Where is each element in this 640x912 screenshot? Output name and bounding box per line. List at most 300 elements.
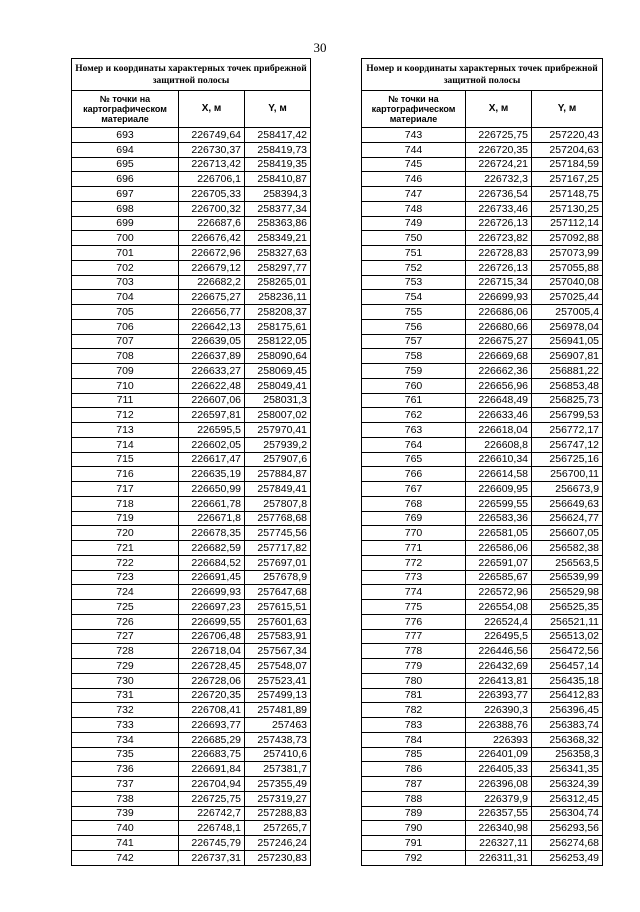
x-coordinate-cell: 226633,27 (179, 364, 245, 379)
table-row (72, 319, 311, 334)
x-coordinate-cell: 226581,05 (466, 526, 532, 541)
y-coordinate-cell: 257204,63 (532, 142, 603, 157)
y-coordinate-cell: 256383,74 (532, 718, 603, 733)
point-number-cell: 695 (72, 157, 179, 172)
point-number-cell: 777 (362, 629, 466, 644)
table-row (72, 541, 311, 556)
x-coordinate-cell: 226585,67 (466, 570, 532, 585)
x-coordinate-cell: 226728,06 (179, 673, 245, 688)
point-number-cell: 693 (72, 128, 179, 143)
table-row (72, 260, 311, 275)
coordinates-body-left (72, 128, 311, 866)
table-row (362, 452, 603, 467)
y-coordinate-cell: 256725,16 (532, 452, 603, 467)
y-coordinate-cell: 257647,68 (245, 585, 311, 600)
point-number-cell: 723 (72, 570, 179, 585)
table-row (72, 364, 311, 379)
x-coordinate-cell: 226618,04 (466, 423, 532, 438)
table-row (72, 334, 311, 349)
x-coordinate-cell: 226656,96 (466, 378, 532, 393)
y-coordinate-cell: 257055,88 (532, 260, 603, 275)
table-row (362, 732, 603, 747)
table-row (362, 600, 603, 615)
table-row (72, 142, 311, 157)
point-number-cell: 760 (362, 378, 466, 393)
y-coordinate-cell: 258122,05 (245, 334, 311, 349)
x-coordinate-cell: 226650,99 (179, 482, 245, 497)
point-number-cell: 775 (362, 600, 466, 615)
point-number-cell: 772 (362, 555, 466, 570)
table-row (362, 570, 603, 585)
point-number-cell: 786 (362, 762, 466, 777)
table-row (362, 806, 603, 821)
point-number-cell: 770 (362, 526, 466, 541)
point-number-cell: 768 (362, 496, 466, 511)
point-number-cell: 755 (362, 305, 466, 320)
x-coordinate-cell: 226679,12 (179, 260, 245, 275)
y-coordinate-cell: 256324,39 (532, 777, 603, 792)
point-number-cell: 754 (362, 290, 466, 305)
table-row (72, 570, 311, 585)
y-coordinate-cell: 257548,07 (245, 659, 311, 674)
y-coordinate-cell: 256607,05 (532, 526, 603, 541)
table-row (72, 850, 311, 865)
point-number-cell: 722 (72, 555, 179, 570)
x-coordinate-cell: 226699,93 (179, 585, 245, 600)
table-row (72, 128, 311, 143)
y-coordinate-cell: 258349,21 (245, 231, 311, 246)
point-number-cell: 699 (72, 216, 179, 231)
point-number-cell: 742 (72, 850, 179, 865)
y-coordinate-cell: 257073,99 (532, 246, 603, 261)
y-coordinate-cell: 257184,59 (532, 157, 603, 172)
point-number-cell: 783 (362, 718, 466, 733)
x-coordinate-cell: 226706,48 (179, 629, 245, 644)
x-coordinate-cell: 226446,56 (466, 644, 532, 659)
x-coordinate-cell: 226671,8 (179, 511, 245, 526)
y-coordinate-cell: 257112,14 (532, 216, 603, 231)
point-number-cell: 710 (72, 378, 179, 393)
x-coordinate-cell: 226682,59 (179, 541, 245, 556)
table-row (362, 614, 603, 629)
table-row (362, 511, 603, 526)
table-row (362, 659, 603, 674)
table-row (72, 762, 311, 777)
table-row (72, 452, 311, 467)
y-coordinate-cell: 256368,32 (532, 732, 603, 747)
x-coordinate-cell: 226602,05 (179, 437, 245, 452)
x-coordinate-cell: 226687,6 (179, 216, 245, 231)
point-number-cell: 769 (362, 511, 466, 526)
y-coordinate-cell: 256582,38 (532, 541, 603, 556)
table-row (362, 216, 603, 231)
y-coordinate-cell: 258031,3 (245, 393, 311, 408)
x-coordinate-cell: 226586,06 (466, 541, 532, 556)
x-coordinate-cell: 226662,36 (466, 364, 532, 379)
point-number-cell: 716 (72, 467, 179, 482)
y-coordinate-cell: 257567,34 (245, 644, 311, 659)
x-coordinate-cell: 226715,34 (466, 275, 532, 290)
y-coordinate-cell: 257355,49 (245, 777, 311, 792)
y-coordinate-cell: 257481,89 (245, 703, 311, 718)
x-coordinate-cell: 226393 (466, 732, 532, 747)
point-number-cell: 694 (72, 142, 179, 157)
x-coordinate-cell: 226742,7 (179, 806, 245, 821)
point-number-cell: 788 (362, 791, 466, 806)
y-coordinate-cell: 257130,25 (532, 201, 603, 216)
table-row (72, 747, 311, 762)
y-coordinate-cell: 256472,56 (532, 644, 603, 659)
point-number-cell: 715 (72, 452, 179, 467)
point-number-cell: 717 (72, 482, 179, 497)
point-number-cell: 782 (362, 703, 466, 718)
point-number-cell: 750 (362, 231, 466, 246)
y-coordinate-cell: 256881,22 (532, 364, 603, 379)
point-number-cell: 764 (362, 437, 466, 452)
point-number-cell: 724 (72, 585, 179, 600)
table-row (72, 216, 311, 231)
point-number-cell: 729 (72, 659, 179, 674)
table-row (362, 762, 603, 777)
point-number-cell: 771 (362, 541, 466, 556)
point-number-cell: 731 (72, 688, 179, 703)
point-number-cell: 753 (362, 275, 466, 290)
x-coordinate-cell: 226656,77 (179, 305, 245, 320)
x-coordinate-cell: 226697,23 (179, 600, 245, 615)
table-row (362, 703, 603, 718)
table-row (362, 246, 603, 261)
y-coordinate-cell: 256772,17 (532, 423, 603, 438)
y-coordinate-cell: 257884,87 (245, 467, 311, 482)
table-row (362, 718, 603, 733)
point-number-cell: 734 (72, 732, 179, 747)
table-row (72, 172, 311, 187)
x-coordinate-cell: 226720,35 (179, 688, 245, 703)
y-coordinate-cell: 257807,8 (245, 496, 311, 511)
y-coordinate-cell: 257040,08 (532, 275, 603, 290)
point-number-cell: 721 (72, 541, 179, 556)
coordinates-table-left (71, 58, 311, 866)
point-number-cell: 740 (72, 821, 179, 836)
table-row (72, 629, 311, 644)
x-coordinate-cell: 226678,35 (179, 526, 245, 541)
x-coordinate-cell: 226597,81 (179, 408, 245, 423)
table-row (72, 673, 311, 688)
point-number-cell: 785 (362, 747, 466, 762)
x-coordinate-cell: 226737,31 (179, 850, 245, 865)
table-row (362, 187, 603, 202)
y-coordinate-cell: 257438,73 (245, 732, 311, 747)
y-coordinate-cell: 258410,87 (245, 172, 311, 187)
x-coordinate-cell: 226708,41 (179, 703, 245, 718)
point-number-cell: 735 (72, 747, 179, 762)
y-coordinate-cell: 257601,63 (245, 614, 311, 629)
point-number-cell: 756 (362, 319, 466, 334)
point-number-cell: 792 (362, 850, 466, 865)
y-coordinate-cell: 256673,9 (532, 482, 603, 497)
y-coordinate-cell: 258394,3 (245, 187, 311, 202)
y-coordinate-cell: 256521,11 (532, 614, 603, 629)
y-coordinate-cell: 258090,64 (245, 349, 311, 364)
x-coordinate-cell: 226724,21 (466, 157, 532, 172)
x-coordinate-cell: 226691,45 (179, 570, 245, 585)
x-coordinate-cell: 226661,78 (179, 496, 245, 511)
column-header-x: X, м (466, 91, 532, 128)
point-number-cell: 711 (72, 393, 179, 408)
y-coordinate-cell: 257410,6 (245, 747, 311, 762)
point-number-cell: 757 (362, 334, 466, 349)
table-row (72, 718, 311, 733)
table-row (72, 614, 311, 629)
y-coordinate-cell: 258327,63 (245, 246, 311, 261)
point-number-cell: 780 (362, 673, 466, 688)
x-coordinate-cell: 226648,49 (466, 393, 532, 408)
y-coordinate-cell: 256853,48 (532, 378, 603, 393)
y-coordinate-cell: 256700,11 (532, 467, 603, 482)
y-coordinate-cell: 257025,44 (532, 290, 603, 305)
table-row (72, 246, 311, 261)
y-coordinate-cell: 258069,45 (245, 364, 311, 379)
y-coordinate-cell: 257939,2 (245, 437, 311, 452)
table-row (362, 673, 603, 688)
point-number-cell: 778 (362, 644, 466, 659)
x-coordinate-cell: 226680,66 (466, 319, 532, 334)
table-row (72, 821, 311, 836)
point-number-cell: 746 (362, 172, 466, 187)
point-number-cell: 702 (72, 260, 179, 275)
point-number-cell: 720 (72, 526, 179, 541)
point-number-cell: 752 (362, 260, 466, 275)
table-row (72, 703, 311, 718)
x-coordinate-cell: 226745,79 (179, 836, 245, 851)
table-row (72, 275, 311, 290)
x-coordinate-cell: 226637,89 (179, 349, 245, 364)
y-coordinate-cell: 256563,5 (532, 555, 603, 570)
y-coordinate-cell: 257523,41 (245, 673, 311, 688)
y-coordinate-cell: 256529,98 (532, 585, 603, 600)
table-row (362, 275, 603, 290)
point-number-cell: 744 (362, 142, 466, 157)
point-number-cell: 762 (362, 408, 466, 423)
column-header-point-number: № точки на картографическом материале (72, 91, 179, 128)
table-row (72, 231, 311, 246)
table-row (362, 172, 603, 187)
x-coordinate-cell: 226413,81 (466, 673, 532, 688)
x-coordinate-cell: 226554,08 (466, 600, 532, 615)
x-coordinate-cell: 226725,75 (179, 791, 245, 806)
x-coordinate-cell: 226614,58 (466, 467, 532, 482)
y-coordinate-cell: 256412,83 (532, 688, 603, 703)
y-coordinate-cell: 257288,83 (245, 806, 311, 821)
table-row (362, 836, 603, 851)
point-number-cell: 745 (362, 157, 466, 172)
x-coordinate-cell: 226357,55 (466, 806, 532, 821)
y-coordinate-cell: 256304,74 (532, 806, 603, 821)
table-row (362, 142, 603, 157)
y-coordinate-cell: 257265,7 (245, 821, 311, 836)
y-coordinate-cell: 257230,83 (245, 850, 311, 865)
table-row (362, 393, 603, 408)
x-coordinate-cell: 226583,36 (466, 511, 532, 526)
x-coordinate-cell: 226736,54 (466, 187, 532, 202)
point-number-cell: 748 (362, 201, 466, 216)
point-number-cell: 714 (72, 437, 179, 452)
point-number-cell: 712 (72, 408, 179, 423)
x-coordinate-cell: 226749,64 (179, 128, 245, 143)
y-coordinate-cell: 256525,35 (532, 600, 603, 615)
x-coordinate-cell: 226700,32 (179, 201, 245, 216)
y-coordinate-cell: 256624,77 (532, 511, 603, 526)
y-coordinate-cell: 257583,91 (245, 629, 311, 644)
table-row (72, 496, 311, 511)
table-row (72, 349, 311, 364)
y-coordinate-cell: 256799,53 (532, 408, 603, 423)
point-number-cell: 773 (362, 570, 466, 585)
x-coordinate-cell: 226608,8 (466, 437, 532, 452)
x-coordinate-cell: 226718,04 (179, 644, 245, 659)
y-coordinate-cell: 258363,86 (245, 216, 311, 231)
y-coordinate-cell: 256435,18 (532, 673, 603, 688)
table-row (362, 408, 603, 423)
y-coordinate-cell: 256513,02 (532, 629, 603, 644)
table-row (72, 600, 311, 615)
point-number-cell: 704 (72, 290, 179, 305)
point-number-cell: 697 (72, 187, 179, 202)
point-number-cell: 739 (72, 806, 179, 821)
x-coordinate-cell: 226639,05 (179, 334, 245, 349)
table-row (362, 290, 603, 305)
point-number-cell: 774 (362, 585, 466, 600)
y-coordinate-cell: 257167,25 (532, 172, 603, 187)
table-row (362, 644, 603, 659)
point-number-cell: 733 (72, 718, 179, 733)
point-number-cell: 743 (362, 128, 466, 143)
table-row (72, 836, 311, 851)
point-number-cell: 749 (362, 216, 466, 231)
column-header-y: Y, м (532, 91, 603, 128)
x-coordinate-cell: 226396,08 (466, 777, 532, 792)
x-coordinate-cell: 226393,77 (466, 688, 532, 703)
point-number-cell: 787 (362, 777, 466, 792)
y-coordinate-cell: 256274,68 (532, 836, 603, 851)
y-coordinate-cell: 257005,4 (532, 305, 603, 320)
table-row (72, 526, 311, 541)
table-row (72, 791, 311, 806)
table-row (72, 644, 311, 659)
y-coordinate-cell: 258419,35 (245, 157, 311, 172)
y-coordinate-cell: 256825,73 (532, 393, 603, 408)
point-number-cell: 698 (72, 201, 179, 216)
x-coordinate-cell: 226704,94 (179, 777, 245, 792)
x-coordinate-cell: 226610,34 (466, 452, 532, 467)
table-row (72, 157, 311, 172)
x-coordinate-cell: 226495,5 (466, 629, 532, 644)
x-coordinate-cell: 226607,06 (179, 393, 245, 408)
point-number-cell: 730 (72, 673, 179, 688)
x-coordinate-cell: 226595,5 (179, 423, 245, 438)
point-number-cell: 736 (72, 762, 179, 777)
y-coordinate-cell: 258049,41 (245, 378, 311, 393)
point-number-cell: 766 (362, 467, 466, 482)
x-coordinate-cell: 226699,55 (179, 614, 245, 629)
x-coordinate-cell: 226725,75 (466, 128, 532, 143)
y-coordinate-cell: 256907,81 (532, 349, 603, 364)
point-number-cell: 789 (362, 806, 466, 821)
x-coordinate-cell: 226633,46 (466, 408, 532, 423)
coordinates-body-right (362, 128, 603, 866)
table-row (362, 128, 603, 143)
point-number-cell: 751 (362, 246, 466, 261)
point-number-cell: 726 (72, 614, 179, 629)
table-title: Номер и координаты характерных точек прибрежной защитной полосы (72, 59, 311, 91)
table-row (72, 187, 311, 202)
x-coordinate-cell: 226683,75 (179, 747, 245, 762)
y-coordinate-cell: 258417,42 (245, 128, 311, 143)
y-coordinate-cell: 258175,61 (245, 319, 311, 334)
table-row (72, 585, 311, 600)
point-number-cell: 718 (72, 496, 179, 511)
point-number-cell: 706 (72, 319, 179, 334)
x-coordinate-cell: 226713,42 (179, 157, 245, 172)
y-coordinate-cell: 256253,49 (532, 850, 603, 865)
y-coordinate-cell: 256358,3 (532, 747, 603, 762)
table-row (362, 496, 603, 511)
table-row (362, 319, 603, 334)
point-number-cell: 728 (72, 644, 179, 659)
x-coordinate-cell: 226705,33 (179, 187, 245, 202)
point-number-cell: 709 (72, 364, 179, 379)
table-row (72, 467, 311, 482)
y-coordinate-cell: 258297,77 (245, 260, 311, 275)
y-coordinate-cell: 257745,56 (245, 526, 311, 541)
x-coordinate-cell: 226748,1 (179, 821, 245, 836)
table-row (362, 791, 603, 806)
y-coordinate-cell: 258419,73 (245, 142, 311, 157)
y-coordinate-cell: 257678,9 (245, 570, 311, 585)
y-coordinate-cell: 257907,6 (245, 452, 311, 467)
point-number-cell: 781 (362, 688, 466, 703)
y-coordinate-cell: 257849,41 (245, 482, 311, 497)
x-coordinate-cell: 226340,98 (466, 821, 532, 836)
point-number-cell: 700 (72, 231, 179, 246)
y-coordinate-cell: 258377,34 (245, 201, 311, 216)
table-row (72, 423, 311, 438)
x-coordinate-cell: 226572,96 (466, 585, 532, 600)
table-row (72, 732, 311, 747)
table-row (362, 364, 603, 379)
table-row (362, 349, 603, 364)
x-coordinate-cell: 226676,42 (179, 231, 245, 246)
point-number-cell: 732 (72, 703, 179, 718)
table-row (362, 467, 603, 482)
point-number-cell: 737 (72, 777, 179, 792)
x-coordinate-cell: 226311,31 (466, 850, 532, 865)
table-row (362, 541, 603, 556)
x-coordinate-cell: 226732,3 (466, 172, 532, 187)
x-coordinate-cell: 226379,9 (466, 791, 532, 806)
table-row (72, 777, 311, 792)
x-coordinate-cell: 226432,69 (466, 659, 532, 674)
x-coordinate-cell: 226693,77 (179, 718, 245, 733)
y-coordinate-cell: 256649,63 (532, 496, 603, 511)
point-number-cell: 747 (362, 187, 466, 202)
point-number-cell: 713 (72, 423, 179, 438)
column-header-x: X, м (179, 91, 245, 128)
x-coordinate-cell: 226728,83 (466, 246, 532, 261)
point-number-cell: 758 (362, 349, 466, 364)
x-coordinate-cell: 226699,93 (466, 290, 532, 305)
y-coordinate-cell: 257148,75 (532, 187, 603, 202)
